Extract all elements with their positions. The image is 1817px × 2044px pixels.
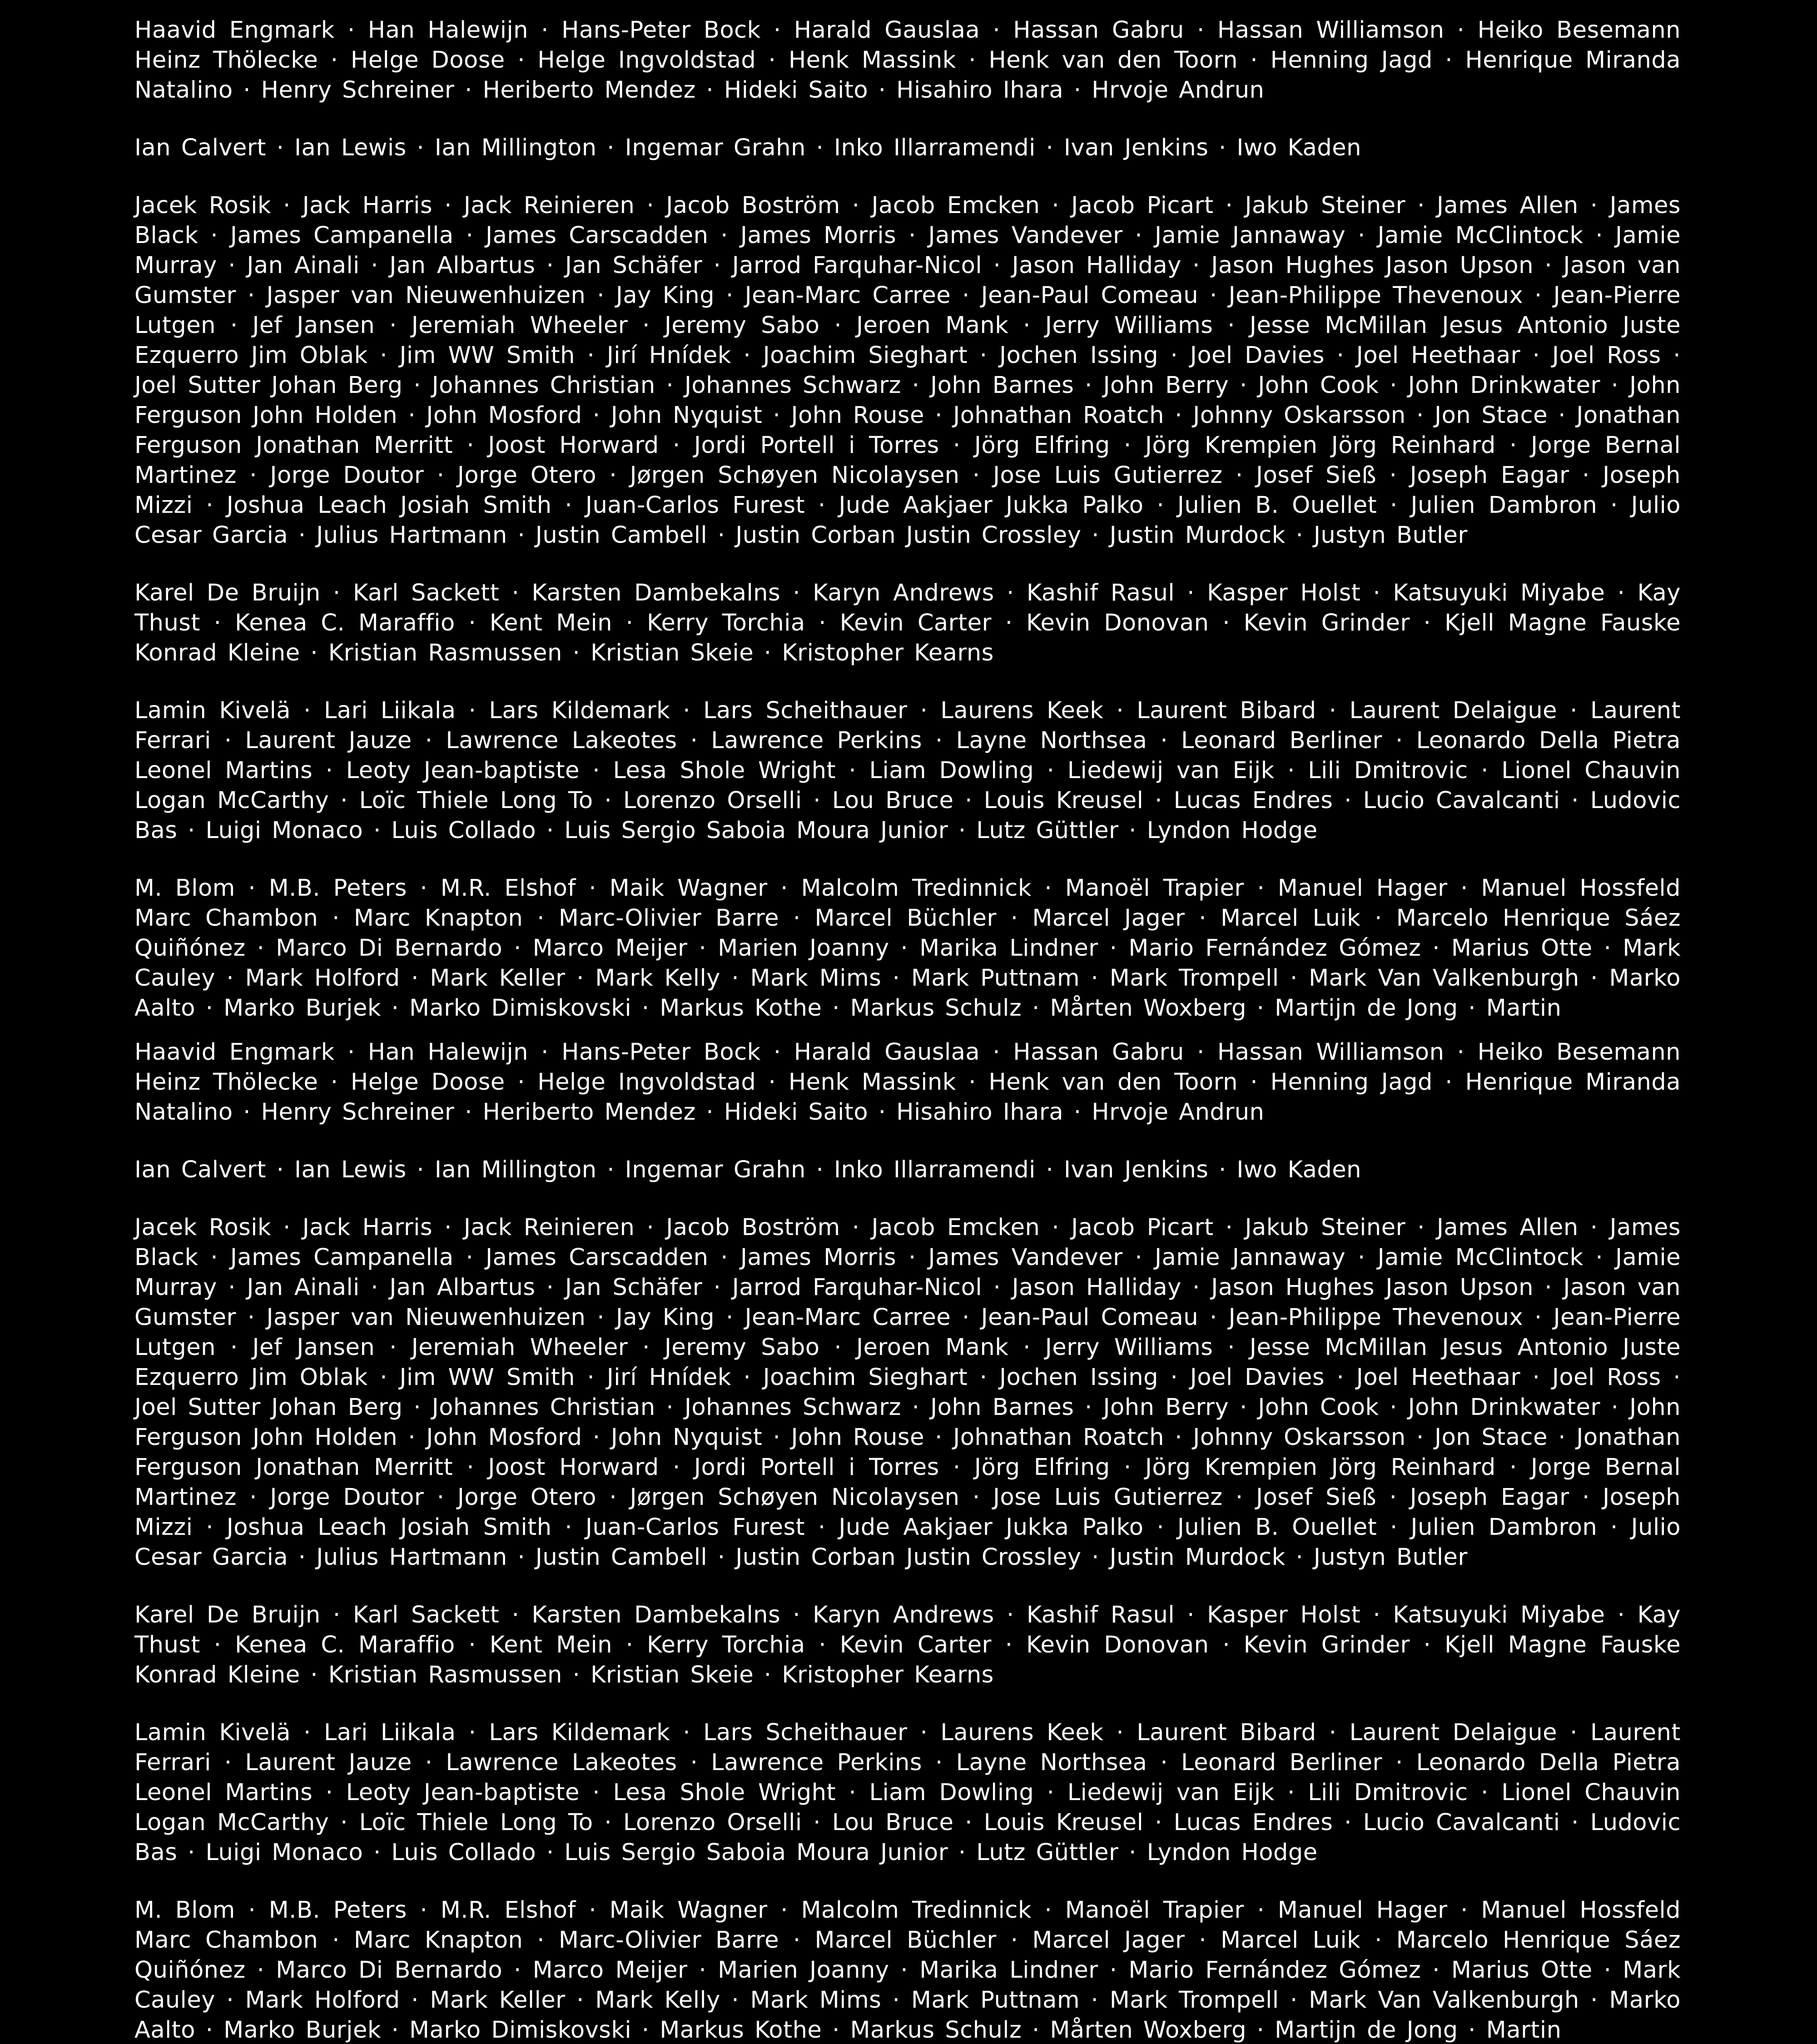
credits-group-h: Haavid Engmark · Han Halewijn · Hans-Peter Bock · Harald Gauslaa · Hassan Gabru · Hassan Williamson · Heiko Besemann Heinz Thölecke · Helge Doose · Helge Ingvoldstad · Henk Massink · Henk van den Toorn · Henning Jagd · Henrique Miranda Natalino · Henry Schreiner · Heriberto Mendez · Hideki Saito · Hisahiro Ihara · Hrvoje Andrun	[134, 17, 1681, 104]
credits-group-m: M. Blom · M.B. Peters · M.R. Elshof · Maik Wagner · Malcolm Tredinnick · Manoël Trapier · Manuel Hager · Manuel Hossfeld Marc Chambon · Marc Knapton · Marc-Olivier Barre · Marcel Büchler · Marcel Jager · Marcel Luik · Marcelo Henrique Sáez Quiñónez · Marco Di Bernardo · Marco Meijer · Marien Joanny · Marika Lindner · Mario Fernández Gómez · Marius Otte · Mark Cauley · Mark Holford · Mark Keller · Mark Kelly · Mark Mims · Mark Puttnam · Mark Trompell · Mark Van Valkenburgh · Marko Aalto · Marko Burjek · Marko Dimiskovski · Markus Kothe · Markus Schulz · Mårten Woxberg · Martijn de Jong · Martin	[134, 1897, 1681, 2044]
credits-scroll-pane-bottom[interactable]	[0, 1022, 1817, 2044]
credits-group-i: Ian Calvert · Ian Lewis · Ian Millington · Ingemar Grahn · Inko Illarramendi · Ivan Jenkins · Iwo Kaden	[134, 1156, 1361, 1183]
credits-list-repeat	[134, 1037, 1681, 2044]
credits-group-l: Lamin Kivelä · Lari Liikala · Lars Kildemark · Lars Scheithauer · Laurens Keek · Laurent Bibard · Laurent Delaigue · Laurent Ferrari · Laurent Jauze · Lawrence Lakeotes · Lawrence Perkins · Layne Northsea · Leonard Berliner · Leonardo Della Pietra Leonel Martins · Leoty Jean-baptiste · Lesa Shole Wright · Liam Dowling · Liedewij van Eijk · Lili Dmitrovic · Lionel Chauvin Logan McCarthy · Loïc Thiele Long To · Lorenzo Orselli · Lou Bruce · Louis Kreusel · Lucas Endres · Lucio Cavalcanti · Ludovic Bas · Luigi Monaco · Luis Collado · Luis Sergio Saboia Moura Junior · Lutz Güttler · Lyndon Hodge	[134, 697, 1681, 844]
credits-group-j: Jacek Rosik · Jack Harris · Jack Reinieren · Jacob Boström · Jacob Emcken · Jacob Picart · Jakub Steiner · James Allen · James Black · James Campanella · James Carscadden · James Morris · James Vandever · Jamie Jannaway · Jamie McClintock · Jamie Murray · Jan Ainali · Jan Albartus · Jan Schäfer · Jarrod Farquhar-Nicol · Jason Halliday · Jason Hughes Jason Upson · Jason van Gumster · Jasper van Nieuwenhuizen · Jay King · Jean-Marc Carree · Jean-Paul Comeau · Jean-Philippe Thevenoux · Jean-Pierre Lutgen · Jef Jansen · Jeremiah Wheeler · Jeremy Sabo · Jeroen Mank · Jerry Williams · Jesse McMillan Jesus Antonio Juste Ezquerro Jim Oblak · Jim WW Smith · Jirí Hnídek · Joachim Sieghart · Jochen Issing · Joel Davies · Joel Heethaar · Joel Ross · Joel Sutter Johan Berg · Johannes Christian · Johannes Schwarz · John Barnes · John Berry · John Cook · John Drinkwater · John Ferguson John Holden · John Mosford · John Nyquist · John Rouse · Johnathan Roatch · Johnny Oskarsson · Jon Stace · Jonathan Ferguson Jonathan Merritt · Joost Horward · Jordi Portell i Torres · Jörg Elfring · Jörg Krempien Jörg Reinhard · Jorge Bernal Martinez · Jorge Doutor · Jorge Otero · Jørgen Schøyen Nicolaysen · Jose Luis Gutierrez · Josef Sieß · Joseph Eagar · Joseph Mizzi · Joshua Leach Josiah Smith · Juan-Carlos Furest · Jude Aakjaer Jukka Palko · Julien B. Ouellet · Julien Dambron · Julio Cesar Garcia · Julius Hartmann · Justin Cambell · Justin Corban Justin Crossley · Justin Murdock · Justyn Butler	[134, 192, 1681, 549]
credits-group-l: Lamin Kivelä · Lari Liikala · Lars Kildemark · Lars Scheithauer · Laurens Keek · Laurent Bibard · Laurent Delaigue · Laurent Ferrari · Laurent Jauze · Lawrence Lakeotes · Lawrence Perkins · Layne Northsea · Leonard Berliner · Leonardo Della Pietra Leonel Martins · Leoty Jean-baptiste · Lesa Shole Wright · Liam Dowling · Liedewij van Eijk · Lili Dmitrovic · Lionel Chauvin Logan McCarthy · Loïc Thiele Long To · Lorenzo Orselli · Lou Bruce · Louis Kreusel · Lucas Endres · Lucio Cavalcanti · Ludovic Bas · Luigi Monaco · Luis Collado · Luis Sergio Saboia Moura Junior · Lutz Güttler · Lyndon Hodge	[134, 1719, 1681, 1866]
credits-group-k: Karel De Bruijn · Karl Sackett · Karsten Dambekalns · Karyn Andrews · Kashif Rasul · Kasper Holst · Katsuyuki Miyabe · Kay Thust · Kenea C. Maraffio · Kent Mein · Kerry Torchia · Kevin Carter · Kevin Donovan · Kevin Grinder · Kjell Magne Fauske Konrad Kleine · Kristian Rasmussen · Kristian Skeie · Kristopher Kearns	[134, 1602, 1681, 1688]
credits-group-j: Jacek Rosik · Jack Harris · Jack Reinieren · Jacob Boström · Jacob Emcken · Jacob Picart · Jakub Steiner · James Allen · James Black · James Campanella · James Carscadden · James Morris · James Vandever · Jamie Jannaway · Jamie McClintock · Jamie Murray · Jan Ainali · Jan Albartus · Jan Schäfer · Jarrod Farquhar-Nicol · Jason Halliday · Jason Hughes Jason Upson · Jason van Gumster · Jasper van Nieuwenhuizen · Jay King · Jean-Marc Carree · Jean-Paul Comeau · Jean-Philippe Thevenoux · Jean-Pierre Lutgen · Jef Jansen · Jeremiah Wheeler · Jeremy Sabo · Jeroen Mank · Jerry Williams · Jesse McMillan Jesus Antonio Juste Ezquerro Jim Oblak · Jim WW Smith · Jirí Hnídek · Joachim Sieghart · Jochen Issing · Joel Davies · Joel Heethaar · Joel Ross · Joel Sutter Johan Berg · Johannes Christian · Johannes Schwarz · John Barnes · John Berry · John Cook · John Drinkwater · John Ferguson John Holden · John Mosford · John Nyquist · John Rouse · Johnathan Roatch · Johnny Oskarsson · Jon Stace · Jonathan Ferguson Jonathan Merritt · Joost Horward · Jordi Portell i Torres · Jörg Elfring · Jörg Krempien Jörg Reinhard · Jorge Bernal Martinez · Jorge Doutor · Jorge Otero · Jørgen Schøyen Nicolaysen · Jose Luis Gutierrez · Josef Sieß · Joseph Eagar · Joseph Mizzi · Joshua Leach Josiah Smith · Juan-Carlos Furest · Jude Aakjaer Jukka Palko · Julien B. Ouellet · Julien Dambron · Julio Cesar Garcia · Julius Hartmann · Justin Cambell · Justin Corban Justin Crossley · Justin Murdock · Justyn Butler	[134, 1214, 1681, 1571]
credits-group-i: Ian Calvert · Ian Lewis · Ian Millington · Ingemar Grahn · Inko Illarramendi · Ivan Jenkins · Iwo Kaden	[134, 134, 1361, 161]
credits-group-h: Haavid Engmark · Han Halewijn · Hans-Peter Bock · Harald Gauslaa · Hassan Gabru · Hassan Williamson · Heiko Besemann Heinz Thölecke · Helge Doose · Helge Ingvoldstad · Henk Massink · Henk van den Toorn · Henning Jagd · Henrique Miranda Natalino · Henry Schreiner · Heriberto Mendez · Hideki Saito · Hisahiro Ihara · Hrvoje Andrun	[134, 1039, 1681, 1126]
credits-group-k: Karel De Bruijn · Karl Sackett · Karsten Dambekalns · Karyn Andrews · Kashif Rasul · Kasper Holst · Katsuyuki Miyabe · Kay Thust · Kenea C. Maraffio · Kent Mein · Kerry Torchia · Kevin Carter · Kevin Donovan · Kevin Grinder · Kjell Magne Fauske Konrad Kleine · Kristian Rasmussen · Kristian Skeie · Kristopher Kearns	[134, 580, 1681, 666]
credits-group-m: M. Blom · M.B. Peters · M.R. Elshof · Maik Wagner · Malcolm Tredinnick · Manoël Trapier · Manuel Hager · Manuel Hossfeld Marc Chambon · Marc Knapton · Marc-Olivier Barre · Marcel Büchler · Marcel Jager · Marcel Luik · Marcelo Henrique Sáez Quiñónez · Marco Di Bernardo · Marco Meijer · Marien Joanny · Marika Lindner · Mario Fernández Gómez · Marius Otte · Mark Cauley · Mark Holford · Mark Keller · Mark Kelly · Mark Mims · Mark Puttnam · Mark Trompell · Mark Van Valkenburgh · Marko Aalto · Marko Burjek · Marko Dimiskovski · Markus Kothe · Markus Schulz · Mårten Woxberg · Martijn de Jong · Martin	[134, 875, 1681, 1022]
credits-list	[134, 15, 1681, 1022]
